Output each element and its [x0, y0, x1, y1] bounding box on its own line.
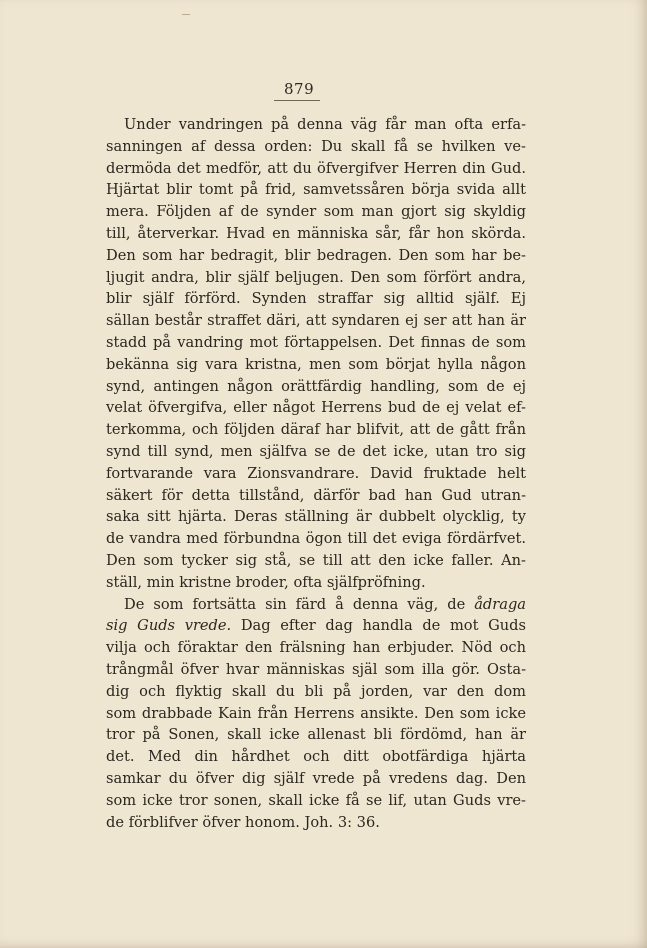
text-line: velat öfvergifva, eller något Herrens bud de ej velat ef- [106, 399, 526, 417]
text-line: till, återverkar. Hvad en människa sår, får hon skörda. [106, 224, 526, 242]
text-line: synd, antingen någon orättfärdig handling, som de ej [106, 377, 526, 395]
edge-mark [182, 14, 190, 15]
text-line: säkert för detta tillstånd, därför bad han Gud utran- [106, 486, 526, 504]
text-line: synd till synd, men själfva se de det icke, utan tro sig [106, 442, 526, 460]
text-line: Den som tycker sig stå, se till att den icke faller. An- [106, 551, 526, 569]
text-line: Hjärtat blir tomt på frid, samvetssåren börja svida allt [106, 181, 526, 199]
italic-run: sig Guds vrede. [106, 617, 232, 635]
body-text [106, 114, 526, 833]
text-line: samkar du öfver dig själf vrede på vredens dag. Den [106, 769, 526, 787]
text-line: vilja och föraktar den frälsning han erbjuder. Nöd och [106, 639, 526, 657]
text-run: De som fortsätta sin färd å denna väg, de [124, 595, 475, 613]
text-line: dermöda det medför, att du öfvergifver Herren din Gud. [106, 159, 526, 177]
text-line: tror på Sonen, skall icke allenast bli fördömd, han är [106, 726, 526, 744]
page-number-rule [274, 100, 320, 101]
text-line: dig och flyktig skall du bli på jorden, var den dom [106, 682, 526, 700]
text-line: Den som har bedragit, blir bedragen. Den som har be- [106, 246, 526, 264]
italic-run: ådraga [474, 595, 526, 613]
text-line: terkomma, och följden däraf har blifvit, att de gått från [106, 421, 526, 439]
text-line: som icke tror sonen, skall icke få se lif, utan Guds vre- [106, 791, 526, 809]
text-line: mera. Följden af de synder som man gjort sig skyldig [106, 203, 526, 221]
text-line: Under vandringen på denna väg får man ofta erfa- [124, 116, 526, 133]
text-line: som drabbade Kain från Herrens ansikte. Den som icke [106, 704, 526, 722]
text-line: trångmål öfver hvar människas själ som illa gör. Osta- [106, 660, 526, 678]
text-run: Dag efter dag handla de mot Guds [231, 617, 527, 635]
page-number: 879 [284, 80, 315, 98]
text-line: ljugit andra, blir själf beljugen. Den som förfört andra, [106, 268, 526, 286]
text-line: sanningen af dessa orden: Du skall få se hvilken ve- [106, 137, 526, 155]
text-line: blir själf förförd. Synden straffar sig alltid själf. Ej [106, 290, 526, 308]
text-line [106, 594, 526, 616]
text-line [106, 615, 526, 637]
text-line: de vandra med förbundna ögon till det eviga fördärfvet. [106, 530, 526, 548]
text-line: de förblifver öfver honom. Joh. 3: 36. [106, 813, 380, 831]
text-line: bekänna sig vara kristna, men som börjat hylla någon [106, 355, 526, 373]
text-line: det. Med din hårdhet och ditt obotfärdiga hjärta [106, 748, 526, 766]
text-line: saka sitt hjärta. Deras ställning är dubbelt olycklig, ty [106, 508, 526, 526]
text-line: ställ, min kristne broder, ofta själfpröfning. [106, 573, 426, 591]
text-line: sällan består straffet däri, att syndaren ej ser att han är [106, 312, 526, 330]
text-line: stadd på vandring mot förtappelsen. Det finnas de som [106, 333, 526, 351]
text-line: fortvarande vara Zionsvandrare. David fruktade helt [106, 464, 526, 482]
